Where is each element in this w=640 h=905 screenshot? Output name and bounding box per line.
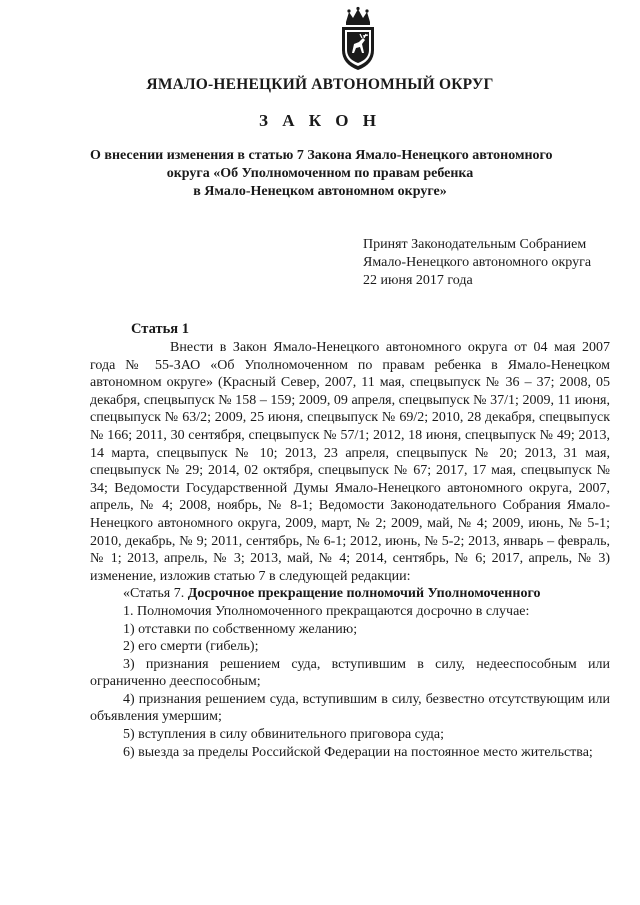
adoption-line: Принят Законодательным Собранием [363, 237, 587, 252]
list-item: 2) его смерти (гибель); [123, 639, 259, 655]
list-item: 4) признания решением суда, вступившим в силу, безвестно отсутствующим или объявления умершим; [90, 691, 610, 725]
law-title [90, 147, 553, 201]
coat-of-arms-emblem [335, 6, 381, 72]
law-title-line: в Ямало-Ненецком автономном округе» [193, 184, 447, 199]
law-title-line: округа «Об Уполномоченном по правам ребенка [166, 166, 474, 181]
list-item: 1) отставки по собственному желанию; [123, 621, 358, 637]
article-heading: Статья 1 [131, 321, 189, 337]
adoption-note [363, 236, 591, 290]
quoted-article-title: Досрочное прекращение полномочий Уполномоченного [187, 586, 541, 602]
article-intro-paragraph: Внести в Закон Ямало-Ненецкого автономного округа от 04 мая 2007 года № 55-ЗАО «Об Уполномоченном по правам ребенка в Ямало-Ненецком автономном округе» (Красный Север, 2007, 11 мая, спецвыпуск № 36 – 37; 2008, 05 декабря, спецвыпуск № 158 – 159; 2009, 09 апреля, спецвыпуск № 37/1; 2009, 11 июня, спецвыпуск № 63/2; 2009, 25 июня, спецвыпуск № 69/2; 2010, 28 декабря, спецвыпуск № 166; 2011, 30 сентября, спецвыпуск № 57/1; 2012, 18 июня, спецвыпуск № 49; 2013, 14 марта, спецвыпуск № 10; 2013, 23 апреля, спецвыпуск № 20; 2013, 31 мая, спецвыпуск № 29; 2014, 02 октября, спецвыпуск № 67; 2017, 17 мая, спецвыпуск № 34; Ведомости Государственной Думы Ямало-Ненецкого автономного округа, 2007, апрель, № 4; 2008, ноябрь, № 8-1; Ведомости Законодательного Собрания Ямало-Ненецкого автономного округа, 2009, март, № 2; 2009, май, № 4; 2009, июнь, № 5-1; 2010, декабрь, № 9; 2011, сентябрь, № 6-1; 2012, июнь, № 5-2; 2013, январь – февраль, № 1; 2013, апрель, № 3; 2013, май, № 4; 2014, сентябрь, № 6; 2017, апрель, № 3) изменение, изложив статью 7 в следующей редакции: [90, 340, 610, 584]
quoted-article-heading [90, 585, 610, 603]
region-name: ЯМАЛО-НЕНЕЦКИЙ АВТОНОМНЫЙ ОКРУГ [146, 76, 494, 93]
law-title-line: О внесении изменения в статью 7 Закона Ямало-Ненецкого автономного [90, 148, 553, 163]
list-item: 5) вступления в силу обвинительного приговора суда; [123, 727, 445, 743]
list-item: 6) выезда за пределы Российской Федерации на постоянное место жительства; [123, 744, 593, 760]
adoption-date: 22 июня 2017 года [363, 273, 473, 288]
article-body [90, 339, 610, 761]
quoted-article-prefix: «Статья 7. [123, 586, 188, 602]
list-item: 1. Полномочия Уполномоченного прекращаются досрочно в случае: [123, 603, 530, 619]
adoption-line: Ямало-Ненецкого автономного округа [363, 255, 592, 270]
document-type: З А К О Н [258, 111, 382, 130]
list-item: 3) признания решением суда, вступившим в силу, недееспособным или ограниченно дееспособным; [90, 656, 610, 690]
